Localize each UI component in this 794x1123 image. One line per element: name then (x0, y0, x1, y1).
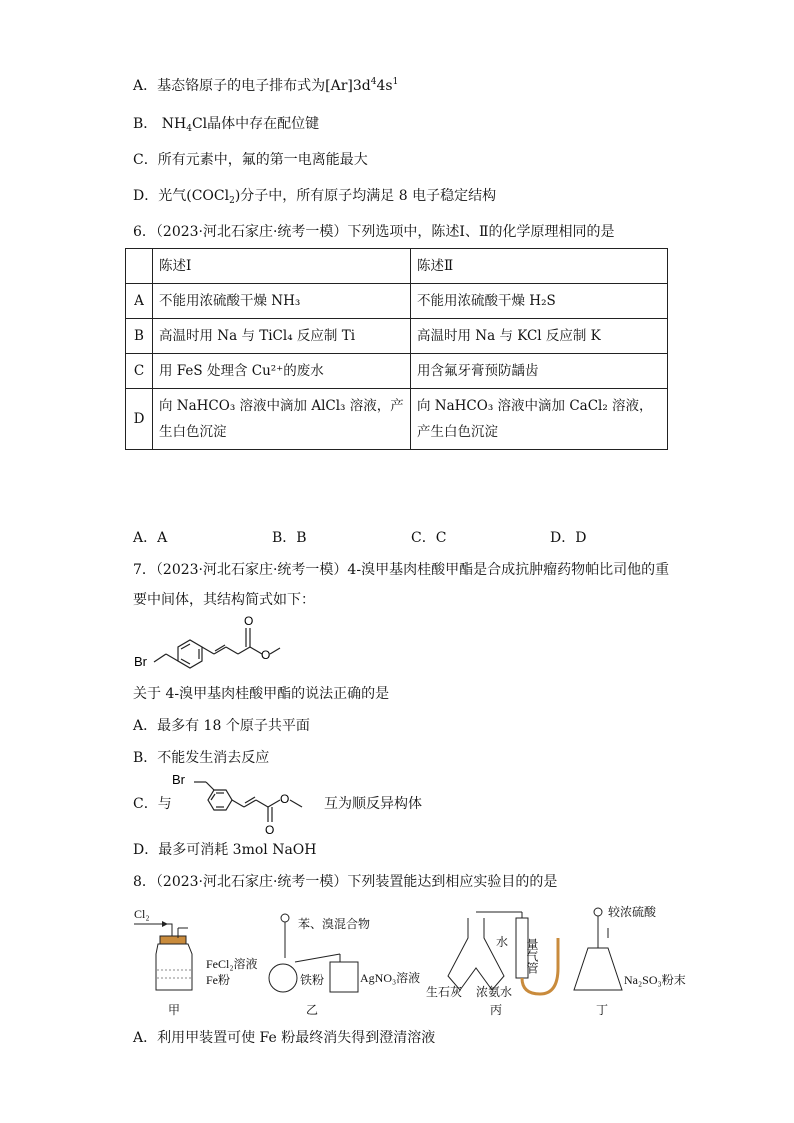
fig-label-agno3: AgNO₃溶液 (360, 971, 421, 985)
q5-option-d (133, 186, 496, 211)
table-row (126, 354, 668, 389)
mol-o-carbonyl: O (244, 614, 254, 628)
q5-d-formula-pre: (COCl (186, 188, 230, 204)
q5-d-post: 分子中，所有原子均满足 8 电子稳定结构 (240, 188, 497, 204)
table-cell: 不能用浓硫酸干燥 H₂S (411, 284, 668, 319)
q7-option-b: B．不能发生消去反应 (133, 750, 270, 766)
table-cell-label: D (126, 389, 153, 450)
fig-label-bing: 丙 (490, 1003, 503, 1017)
fig-label-h2so4: 较浓硫酸 (608, 905, 657, 919)
q5-a-sup1: 4 (370, 77, 377, 87)
q7-option-d: D．最多可消耗 3mol NaOH (133, 842, 317, 858)
table-cell-label: C (126, 354, 153, 389)
q5-option-c (133, 150, 368, 170)
mol-o-ester: O (280, 792, 290, 806)
fig-label-fe-powder: Fe粉 (206, 973, 231, 987)
fig-label-lime: 生石灰 (426, 985, 463, 999)
table-row (126, 284, 668, 319)
q7-structure (130, 612, 310, 676)
q7-question: 关于 4-溴甲基肉桂酸甲酯的说法正确的是 (133, 686, 390, 702)
fig-label-ding: 丁 (596, 1003, 609, 1017)
q5-a-mid: 4s (376, 78, 393, 94)
q8-option-a: A．利用甲装置可使 Fe 粉最终消失得到澄清溶液 (133, 1030, 436, 1046)
fig-label-jia: 甲 (168, 1003, 181, 1017)
q5-a-config: [Ar]3d (325, 78, 371, 94)
q5-option-b (133, 114, 319, 139)
fig-label-na2so3: Na₂SO₃粉末 (624, 973, 686, 987)
q6-options (133, 528, 689, 548)
q8-apparatus-figure (130, 898, 690, 1020)
q5-a-sup2: 1 (392, 77, 399, 87)
q5-option-a (133, 72, 398, 96)
q6-option-c: C．C (411, 530, 447, 546)
mol-br-label: Br (134, 654, 147, 669)
table-header-cell: 陈述Ⅰ (153, 249, 411, 284)
q6-table (125, 248, 668, 450)
q6-option-b: B．B (272, 530, 307, 546)
fig-label-yi: 乙 (306, 1003, 319, 1017)
q6-option-d: D．D (550, 530, 587, 546)
q5-b-post: Cl晶体中存在配位键 (191, 116, 320, 132)
table-header-cell: 陈述Ⅱ (411, 249, 668, 284)
table-row (126, 319, 668, 354)
table-row (126, 389, 668, 450)
q7-stem-line1: 7．（2023·河北石家庄·统考一模）4-溴甲基肉桂酸甲酯是合成抗肿瘤药物帕比司他的重 (133, 562, 670, 578)
q7-option-c-pre: C．与 (133, 796, 172, 812)
q7-stem-line2: 要中间体，其结构简式如下： (133, 592, 315, 608)
mol-o-carbonyl: O (265, 823, 275, 836)
table-cell: 向 NaHCO₃ 溶液中滴加 AlCl₃ 溶液，产生白色沉淀 (153, 389, 411, 450)
mol-o-ester: O (261, 648, 271, 662)
fig-label-water: 水 (496, 935, 509, 949)
q5-d-formula-post: ) (234, 188, 241, 204)
q6-option-a: A．A (133, 530, 168, 546)
table-header-cell (126, 249, 153, 284)
table-cell-label: A (126, 284, 153, 319)
table-cell-label: B (126, 319, 153, 354)
table-cell: 用含氟牙膏预防龋齿 (411, 354, 668, 389)
table-header-row (126, 249, 668, 284)
fig-label-gas-tube: 量气管 (525, 938, 539, 974)
mol-br-label: Br (172, 772, 185, 787)
fig-label-benzene: 苯、溴混合物 (298, 917, 371, 931)
table-cell: 高温时用 Na 与 KCl 反应制 K (411, 319, 668, 354)
q7-option-a: A．最多有 18 个原子共平面 (133, 718, 310, 734)
q5-d-formula-sub: 2 (229, 196, 235, 206)
q5-d-pre: D．光气 (133, 188, 187, 204)
q6-stem: 6．（2023·河北石家庄·统考一模）下列选项中，陈述Ⅰ、Ⅱ的化学原理相同的是 (133, 224, 615, 240)
table-cell: 向 NaHCO₃ 溶液中滴加 CaCl₂ 溶液，产生白色沉淀 (411, 389, 668, 450)
q5-b-pre: B． NH (133, 116, 187, 132)
q5-b-sub: 4 (186, 124, 192, 134)
q7-c-structure (170, 772, 320, 836)
q5-c-text: C．所有元素中，氟的第一电离能最大 (133, 152, 368, 168)
q8-stem: 8．（2023·河北石家庄·统考一模）下列装置能达到相应实验目的的是 (133, 874, 558, 890)
fig-label-iron: 铁粉 (300, 973, 325, 987)
table-cell: 用 FeS 处理含 Cu²⁺的废水 (153, 354, 411, 389)
fig-label-cl2: Cl₂ (134, 907, 150, 921)
table-cell: 不能用浓硫酸干燥 NH₃ (153, 284, 411, 319)
q5-a-text: A．基态铬原子的电子排布式为 (133, 78, 326, 94)
q7-option-c-post: 互为顺反异构体 (324, 796, 422, 812)
fig-label-fecl2: FeCl₂溶液 (206, 957, 258, 971)
table-cell: 高温时用 Na 与 TiCl₄ 反应制 Ti (153, 319, 411, 354)
fig-label-ammonia: 浓氨水 (476, 985, 513, 999)
